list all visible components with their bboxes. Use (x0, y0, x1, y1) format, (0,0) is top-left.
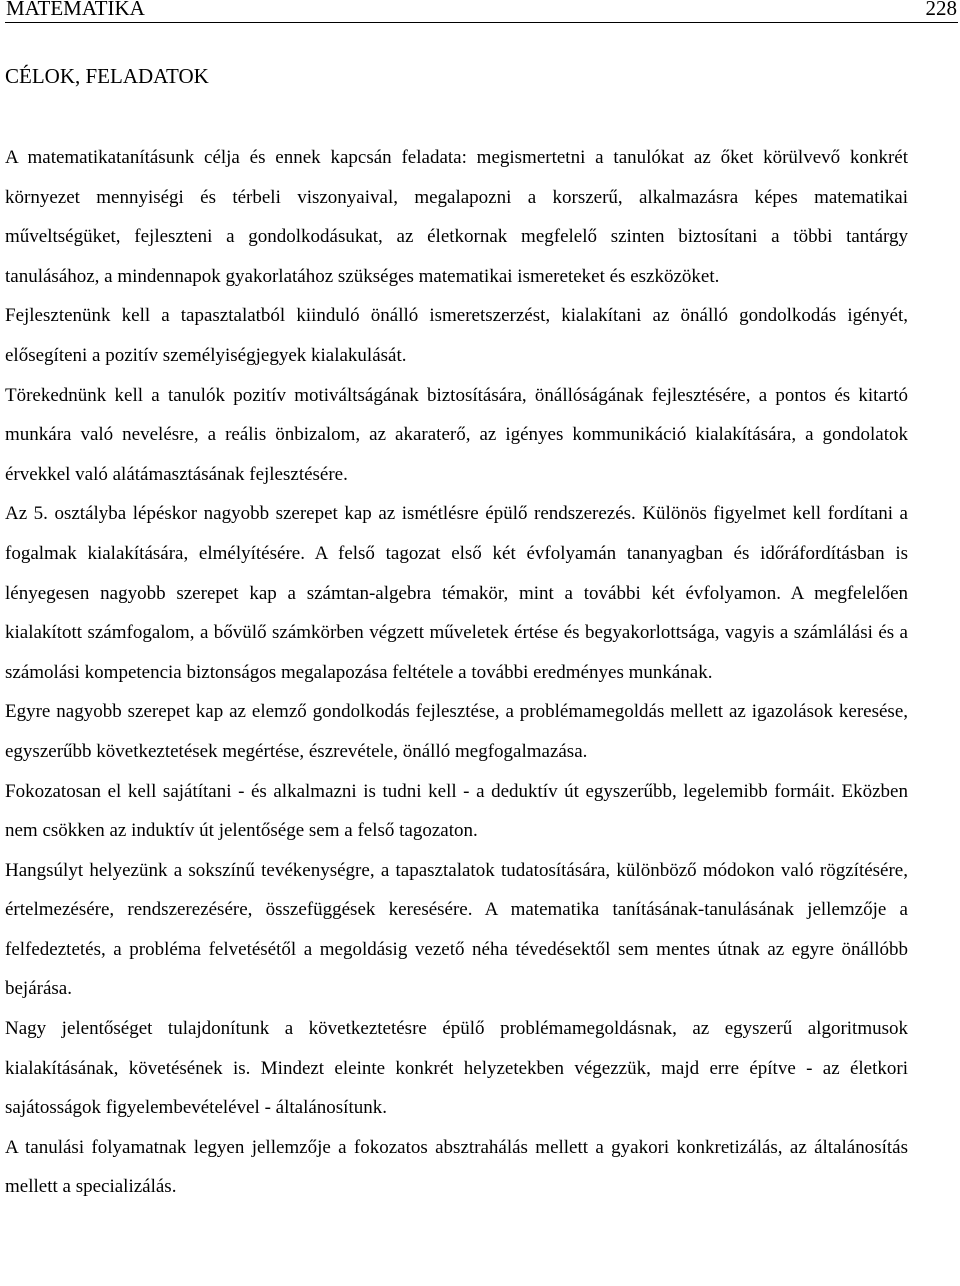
paragraph-grade-5: Az 5. osztályba lépéskor nagyobb szerepet kap az ismétlésre épülő rendszerezés. Különös figyelmet kell fordítani a fogalmak kialakítására, elmélyítésére. A felső tagozat első két évfolyamán tananyagban és időráfordításban is lényegesen nagyobb szerepet kap a számtan-algebra témakör, mint a további két évfolyamon. A megfelelően kialakított számfogalom, a bővülő számkörben végzett műveletek értése és begyakorlottsága, vagyis a számlálási és a számolási kompetencia biztonságos megalapozása feltétele a további eredményes munkának. (5, 503, 908, 683)
paragraph-motivation: Törekednünk kell a tanulók pozitív motiváltságának biztosítására, önállóságának fejlesztésére, a pontos és kitartó munkára való nevelésre, a reális önbizalom, az akaraterő, az igényes kommunikáció kialakítására, a gondolatok érvekkel való alátámasztásának fejlesztésére. (5, 384, 908, 485)
page-number: 228 (925, 0, 957, 20)
section-title: CÉLOK, FELADATOK (5, 64, 209, 88)
paragraph-activities: Hangsúlyt helyezünk a sokszínű tevékenységre, a tapasztalatok tudatosítására, különböző módokon való rögzítésére, értelmezésére, rendszerezésére, összefüggések keresésére. A matematika tanításának-tanulásának jellemzője a felfedeztetés, a probléma felvetésétől a megoldásig vezető néha tévedésektől sem mentes útnak az egyre önállóbb bejárása. (5, 859, 908, 1000)
paragraph-goals: A matematikatanításunk célja és ennek kapcsán feladata: megismertetni a tanulókat az őket körülvevő konkrét környezet mennyiségi és térbeli viszonyaival, megalapozni a korszerű, alkalmazásra képes matematikai műveltségüket, fejleszteni a gondolkodásukat, az életkornak megfelelő szinten biztosítani a többi tantárgy tanulásához, a mindennapok gyakorlatához szükséges matematikai ismereteket és eszközöket. (5, 147, 908, 287)
paragraph-deductive: Fokozatosan el kell sajátítani - és alkalmazni is tudni kell - a deduktív út egyszerűbb, legelemibb formáit. Eközben nem csökken az induktív út jelentősége sem a felső tagozaton. (5, 780, 908, 842)
header-subject: MATEMATIKA (6, 0, 145, 20)
paragraph-problem-solving: Nagy jelentőséget tulajdonítunk a következtetésre épülő problémamegoldásnak, az egyszerű algoritmusok kialakításának, követésének is. Mindezt eleinte konkrét helyzetekben végezzük, majd erre építve - az életkori sajátosságok figyelembevételével - általánosítunk. (5, 1018, 908, 1119)
paragraph-analytic-thinking: Egyre nagyobb szerepet kap az elemző gondolkodás fejlesztése, a problémamegoldás mellett az igazolások keresése, egyszerűbb következtetések megértése, észrevétele, önálló megfogalmazása. (5, 701, 908, 762)
paragraph-development: Fejlesztenünk kell a tapasztalatból kiinduló önálló ismeretszerzést, kialakítani az önálló gondolkodás igényét, elősegíteni a pozitív személyiségjegyek kialakulását. (5, 305, 908, 366)
body-text (5, 138, 908, 1207)
page-header (5, 0, 958, 23)
paragraph-abstraction: A tanulási folyamatnak legyen jellemzője a fokozatos absztrahálás mellett a gyakori konkretizálás, az általánosítás mellett a specializálás. (5, 1136, 908, 1198)
